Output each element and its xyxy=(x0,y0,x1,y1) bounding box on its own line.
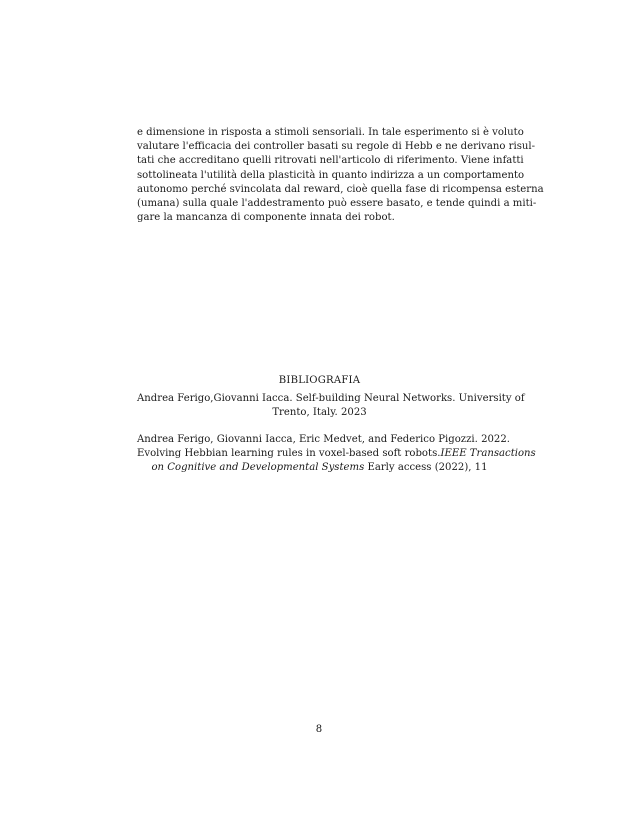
bibliography-heading: BIBLIOGRAFIA xyxy=(278,375,361,386)
paragraph-line: autonomo perché svincolata dal reward, cioè quella fase di ricompensa esterna xyxy=(137,183,544,195)
paragraph-line: sottolineata l'utilità della plasticità in quanto indirizza a un comportamento xyxy=(137,169,525,181)
bibliography-entry xyxy=(137,433,536,476)
paragraph-line: tati che accreditano quelli ritrovati nell'articolo di riferimento. Viene infatti xyxy=(137,155,524,167)
paragraph-line: valutare l'efficacia dei controller basati su regole di Hebb e ne derivano risul- xyxy=(137,141,536,153)
bibliography-entry-line: Andrea Ferigo,Giovanni Iacca. Self-building Neural Networks. University of xyxy=(137,393,525,404)
page-number: 8 xyxy=(315,724,323,735)
paragraph-line: e dimensione in risposta a stimoli sensoriali. In tale esperimento si è voluto xyxy=(137,127,524,138)
bibliography-entry-line: Andrea Ferigo, Giovanni Iacca, Eric Medvet, and Federico Pigozzi. 2022. xyxy=(137,434,510,445)
bibliography-entry xyxy=(137,392,525,420)
bibliography-entry-line: Trento, Italy. 2023 xyxy=(272,407,367,419)
paragraph-line: gare la mancanza di componente innata dei robot. xyxy=(137,212,395,224)
body-paragraph xyxy=(137,126,544,225)
journal-title: on Cognitive and Developmental Systems xyxy=(151,462,365,474)
journal-title: IEEE Transactions xyxy=(440,448,536,460)
bibliography-entry-text: Early access (2022), 11 xyxy=(364,462,488,474)
bibliography-entry-line xyxy=(137,461,502,475)
paragraph-line: (umana) sulla quale l'addestramento può essere basato, e tende quindi a miti- xyxy=(137,197,537,209)
bibliography-entry-text: Evolving Hebbian learning rules in voxel-based soft robots. xyxy=(137,448,441,460)
bibliography-entry-line xyxy=(137,447,536,461)
